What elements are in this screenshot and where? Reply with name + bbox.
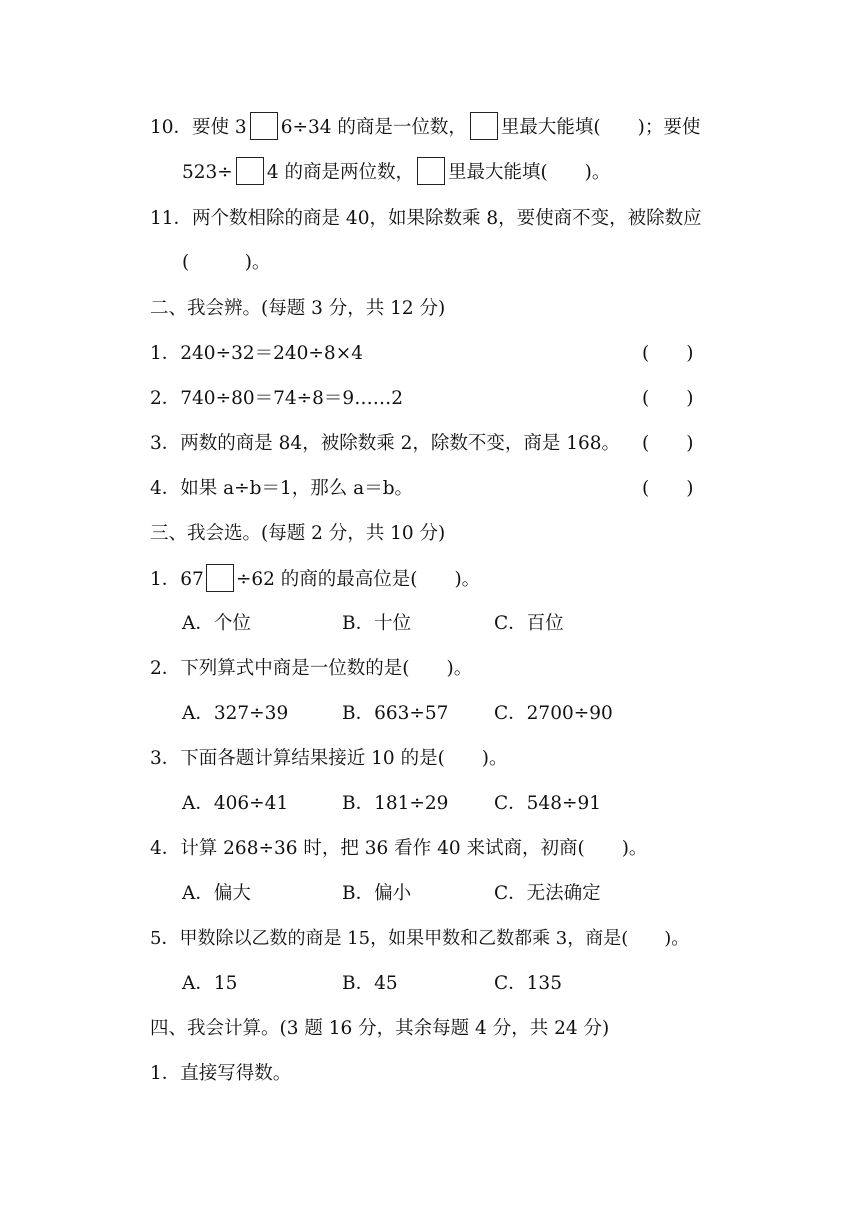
q10-text-6: 里最大能填( )。 [447,162,611,183]
q10-text-4: 523÷ [182,162,233,183]
q11-line1: 11．两个数相除的商是 40，如果除数乘 8，要使商不变，被除数应 [150,208,702,229]
choice-q2-option-b[interactable]: B．663÷57 [342,703,449,724]
choice-q1-option-b[interactable]: B．十位 [342,613,412,634]
q10-line1 [150,114,700,142]
choice-q1-option-c[interactable]: C．百位 [494,613,564,634]
calc-q1-stem: 1．直接写得数。 [150,1063,292,1084]
judge-item-3: 3．两数的商是 84，被除数乘 2，除数不变，商是 168。 [150,433,621,454]
judge-answer-1[interactable]: ( ) [642,343,694,364]
q10-text-3: 里最大能填( )；要使 [500,117,701,138]
judge-answer-2[interactable]: ( ) [642,388,694,409]
choice-q2-option-a[interactable]: A．327÷39 [182,703,289,724]
choice-q5-option-a[interactable]: A．15 [182,973,238,994]
choice-q3-option-a[interactable]: A．406÷41 [182,793,289,814]
answer-box[interactable] [206,564,234,592]
choice-q3-option-b[interactable]: B．181÷29 [342,793,449,814]
choice-q1-option-a[interactable]: A．个位 [182,613,251,634]
judge-item-1: 1．240÷32＝240÷8×4 [150,343,363,364]
choice-q3-option-c[interactable]: C．548÷91 [494,793,602,814]
choice-q3-stem: 3．下面各题计算结果接近 10 的是( )。 [150,748,508,769]
answer-box[interactable] [470,112,498,140]
judge-answer-4[interactable]: ( ) [642,478,694,499]
choice-q5-stem: 5．甲数除以乙数的商是 15，如果甲数和乙数都乘 3，商是( )。 [150,928,690,949]
judge-answer-3[interactable]: ( ) [642,433,694,454]
answer-box[interactable] [236,157,264,185]
choice-q4-stem: 4．计算 268÷36 时，把 36 看作 40 来试商，初商( )。 [150,838,648,859]
judge-item-4: 4．如果 a÷b＝1，那么 a＝b。 [150,478,414,499]
q10-line2 [182,159,610,187]
choice-q5-option-b[interactable]: B．45 [342,973,398,994]
choice-q2-option-c[interactable]: C．2700÷90 [494,703,613,724]
section2-heading: 二、我会辨。(每题 3 分，共 12 分) [150,298,446,319]
choice-q4-option-a[interactable]: A．偏大 [182,883,251,904]
section3-heading: 三、我会选。(每题 2 分，共 10 分) [150,523,446,544]
q10-text-2: 6÷34 的商是一位数， [280,117,467,138]
q10-text-5: 4 的商是两位数， [266,162,414,183]
choice-q1-text-1: 1．67 [150,569,204,590]
choice-q5-option-c[interactable]: C．135 [494,973,562,994]
q11-line2[interactable]: ( )。 [182,252,271,273]
answer-box[interactable] [250,112,278,140]
choice-q1-stem [150,566,480,594]
choice-q4-option-c[interactable]: C．无法确定 [494,883,601,904]
answer-box[interactable] [417,157,445,185]
q10-text-1: 10．要使 3 [150,117,247,138]
choice-q2-stem: 2．下列算式中商是一位数的是( )。 [150,658,473,679]
choice-q4-option-b[interactable]: B．偏小 [342,883,412,904]
section4-heading: 四、我会计算。(3 题 16 分，其余每题 4 分，共 24 分) [150,1018,610,1039]
judge-item-2: 2．740÷80＝74÷8＝9……2 [150,388,403,409]
choice-q1-text-2: ÷62 的商的最高位是( )。 [235,569,481,590]
